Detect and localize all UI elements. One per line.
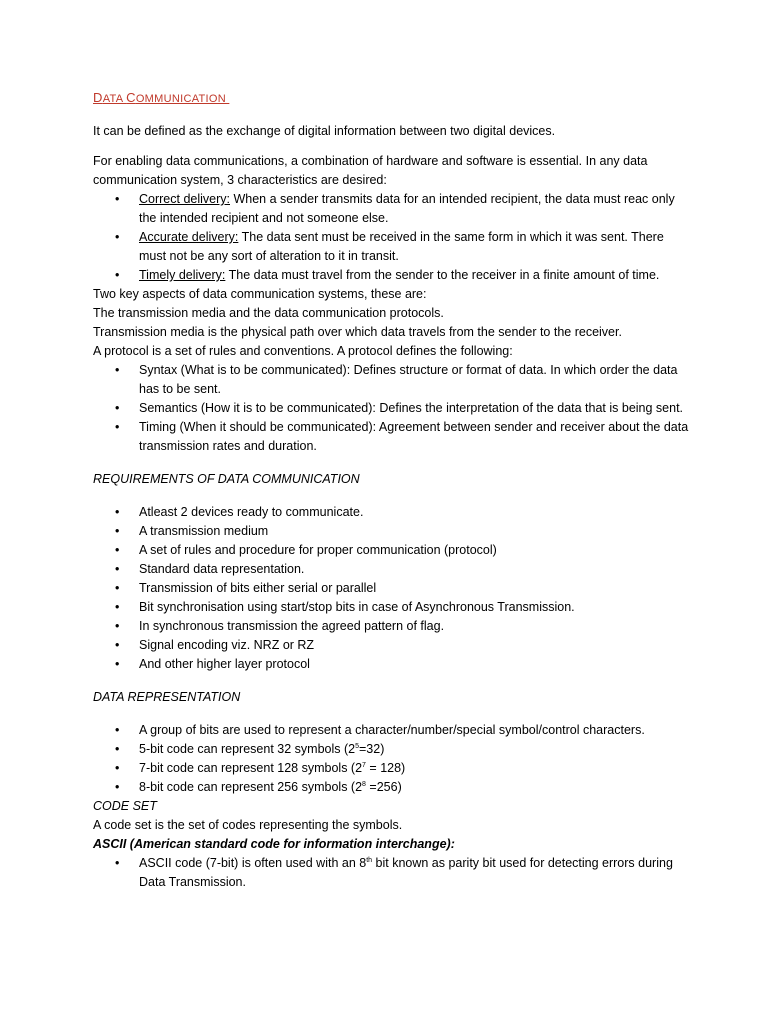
list-item: • ASCII code (7-bit) is often used with an 8th bit known as parity bit used for detecting errors during Data Transmission. (115, 856, 673, 889)
text-line: The transmission media and the data communication protocols. (93, 306, 444, 320)
requirements-list (93, 503, 693, 674)
bullet-icon: • (115, 401, 120, 415)
code-set-text: A code set is the set of codes representing the symbols. (93, 818, 403, 832)
bullet-icon: • (115, 581, 120, 595)
bullet-icon: • (115, 363, 120, 377)
bullet-icon: • (115, 230, 120, 244)
section-heading-ascii: ASCII (American standard code for information interchange): (93, 837, 455, 851)
section-heading-requirements: REQUIREMENTS OF DATA COMMUNICATION (93, 472, 360, 486)
list-item: • Timing (When it should be communicated): Agreement between sender and receiver about the data transmission rates and duration. (115, 420, 689, 453)
bullet-icon: • (115, 780, 120, 794)
list-item: • 8-bit code can represent 256 symbols $(2^8 =256)$ (93, 778, 693, 797)
characteristics-list (93, 190, 693, 285)
bullet-icon: • (115, 268, 120, 282)
list-item: • Accurate delivery: The data sent must be received in the same form in which it was sent. There must not be any sort of alteration to it in transit. (115, 230, 664, 263)
protocol-list (93, 361, 693, 456)
bullet-icon: • (115, 638, 120, 652)
list-item: • A set of rules and procedure for proper communication (protocol) (93, 541, 693, 560)
list-item: • Bit synchronisation using start/stop bits in case of Asynchronous Transmission. (93, 598, 693, 617)
bullet-icon: • (115, 856, 120, 870)
text-line: A protocol is a set of rules and conventions. A protocol defines the following: (93, 344, 513, 358)
bullet-icon: • (115, 562, 120, 576)
section-heading-code-set: CODE SET (93, 799, 157, 813)
paragraph-characteristics: For enabling data communications, a combination of hardware and software is essential. In any data communication system, 3 characteristics are desired: (93, 154, 648, 187)
list-item: • Transmission of bits either serial or parallel (93, 579, 693, 598)
bullet-icon: • (115, 600, 120, 614)
bullet-icon: • (115, 742, 120, 756)
bullet-icon: • (115, 619, 120, 633)
bullet-icon: • (115, 657, 120, 671)
list-item: • Standard data representation. (93, 560, 693, 579)
bullet-icon: • (115, 543, 120, 557)
list-item: • Correct delivery: When a sender transmits data for an intended recipient, the data must reac only the intended recipient and not someone else. (115, 192, 675, 225)
list-item: • Semantics (How it is to be communicated): Defines the interpretation of the data that is being sent. (93, 399, 693, 418)
list-item: • Signal encoding viz. NRZ or RZ (93, 636, 693, 655)
ascii-list (93, 854, 693, 892)
list-item: • And other higher layer protocol (93, 655, 693, 674)
list-item: • 7-bit code can represent 128 symbols $(2^7 = 128)$ (93, 759, 693, 778)
list-item: • A group of bits are used to represent a character/number/special symbol/control characters. (93, 721, 693, 740)
bullet-icon: • (115, 761, 120, 775)
list-item: • Syntax (What is to be communicated): Defines structure or format of data. In which order the data has to be sent. (115, 363, 678, 396)
list-item: • Atleast 2 devices ready to communicate. (93, 503, 693, 522)
list-item: • A transmission medium (93, 522, 693, 541)
text-line: Transmission media is the physical path over which data travels from the sender to the receiver. (93, 325, 622, 339)
list-item: • 5-bit code can represent 32 symbols $(2^5=32)$ (93, 740, 693, 759)
bullet-icon: • (115, 723, 120, 737)
bullet-icon: • (115, 420, 120, 434)
list-item: • In synchronous transmission the agreed pattern of flag. (93, 617, 693, 636)
intro-paragraph: It can be defined as the exchange of digital information between two digital devices. (93, 124, 556, 138)
section-heading-data-representation: DATA REPRESENTATION (93, 690, 241, 704)
document-title: DATA COMMUNICATION (93, 90, 226, 105)
list-item: • Timely delivery: The data must travel from the sender to the receiver in a finite amount of time. (93, 266, 693, 285)
bullet-icon: • (115, 505, 120, 519)
text-line: Two key aspects of data communication systems, these are: (93, 287, 427, 301)
document-page (93, 88, 693, 892)
bullet-icon: • (115, 524, 120, 538)
bullet-icon: • (115, 192, 120, 206)
representation-list (93, 721, 693, 797)
